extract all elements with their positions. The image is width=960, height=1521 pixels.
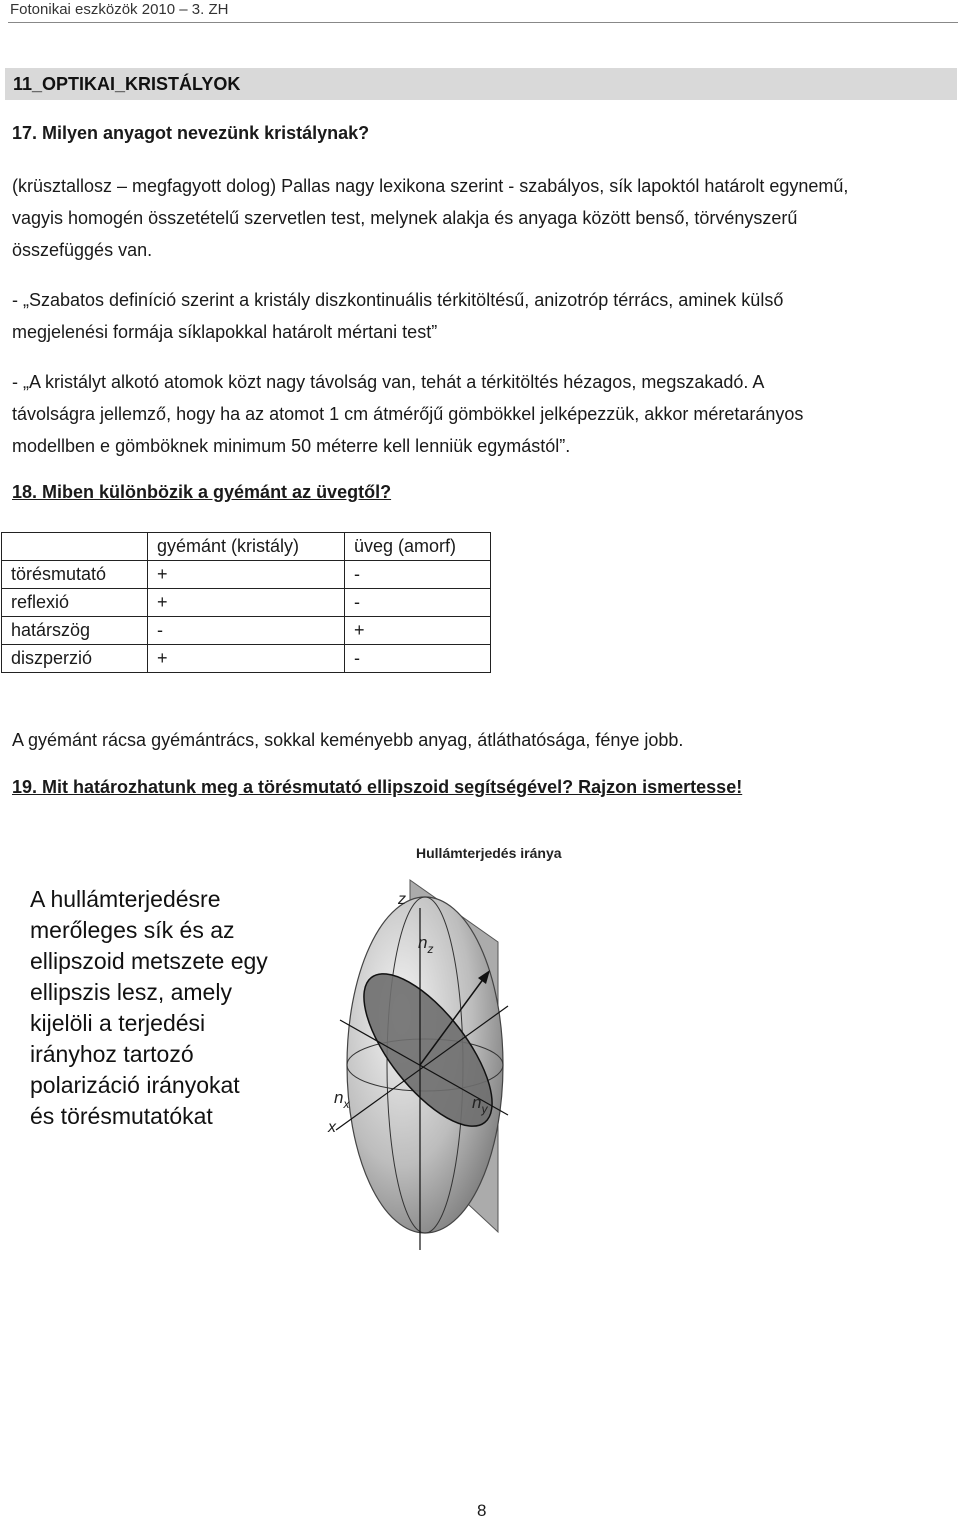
text-line: vagyis homogén összetételű szervetlen test, melynek alakja és anyaga között benső, törvényszerű <box>12 208 798 228</box>
figure-text-line: ellipszis lesz, amely <box>30 979 232 1005</box>
label-nx-main: n <box>334 1088 344 1107</box>
page-number: 8 <box>477 1501 487 1520</box>
figure-caption: Hullámterjedés iránya <box>416 845 562 861</box>
figure-text-line: merőleges sík és az <box>30 917 235 943</box>
table-cell: + <box>345 617 491 645</box>
figure-text-line: ellipszoid metszete egy <box>30 948 268 974</box>
table-cell: + <box>148 561 345 589</box>
table-cell: - <box>148 617 345 645</box>
text-line: modellben e gömböknek minimum 50 méterre kell lenniük egymástól”. <box>12 436 571 456</box>
table-row <box>2 589 491 617</box>
question-17-paragraph-2 <box>12 284 942 348</box>
comparison-table <box>1 532 491 673</box>
label-ny-sub: y <box>481 1102 488 1116</box>
label-nx-sub: x <box>343 1097 350 1111</box>
table-cell: határszög <box>2 617 148 645</box>
text-line: megjelenési formája síklapokkal határolt mértani test” <box>12 322 438 342</box>
figure-text-line: irányhoz tartozó <box>30 1041 194 1067</box>
table-row <box>2 617 491 645</box>
text-line: - „A kristályt alkotó atomok közt nagy távolság van, tehát a térkitöltés hézagos, megszakadó. A <box>12 372 765 392</box>
figure-text-line: kijelöli a terjedési <box>30 1010 206 1036</box>
question-17-title: 17. Milyen anyagot nevezünk kristálynak? <box>12 123 370 143</box>
figure-text-line: A hullámterjedésre <box>30 886 221 912</box>
table-header-cell: gyémánt (kristály) <box>148 533 345 561</box>
chapter-title: 11_OPTIKAI_KRISTÁLYOK <box>13 74 241 94</box>
chapter-heading-bar <box>5 68 957 100</box>
table-row <box>2 645 491 673</box>
table-cell: reflexió <box>2 589 148 617</box>
table-cell: törésmutató <box>2 561 148 589</box>
index-ellipsoid-diagram <box>300 860 540 1280</box>
axis-label-z: z <box>398 891 406 908</box>
table-header-cell <box>2 533 148 561</box>
question-18-summary: A gyémánt rácsa gyémántrács, sokkal keményebb anyag, átláthatósága, fénye jobb. <box>12 730 684 750</box>
table-cell: + <box>148 589 345 617</box>
question-18-title: 18. Miben különbözik a gyémánt az üvegtől? <box>12 482 392 502</box>
header-rule <box>8 22 958 23</box>
table-header-row <box>2 533 491 561</box>
label-nz-main: n <box>418 933 428 952</box>
table-cell: - <box>345 589 491 617</box>
label-ny-main: n <box>472 1093 482 1112</box>
table-cell: diszperzió <box>2 645 148 673</box>
table-cell: - <box>345 561 491 589</box>
text-line: - „Szabatos definíció szerint a kristály diszkontinuális térkitöltésű, anizotróp térrács, aminek külső <box>12 290 784 310</box>
question-19-title: 19. Mit határozhatunk meg a törésmutató ellipszoid segítségével? Rajzon ismertesse! <box>12 777 743 797</box>
table-cell: - <box>345 645 491 673</box>
figure-text-line: és törésmutatókat <box>30 1103 213 1129</box>
text-line: távolságra jellemző, hogy ha az atomot 1 cm átmérőjű gömbökkel jelképezzük, akkor méretarányos <box>12 404 804 424</box>
label-nz-sub: z <box>427 942 434 956</box>
table-header-cell: üveg (amorf) <box>345 533 491 561</box>
table-row <box>2 561 491 589</box>
text-line: (krüsztallosz – megfagyott dolog) Pallas nagy lexikona szerint - szabályos, sík lapoktól határolt egynemű, <box>12 176 849 196</box>
running-header: Fotonikai eszközök 2010 – 3. ZH <box>10 1 229 18</box>
question-17-paragraph-3 <box>12 366 942 462</box>
text-line: összefüggés van. <box>12 240 153 260</box>
question-17-paragraph-1 <box>12 170 942 266</box>
axis-label-x: x <box>328 1119 336 1136</box>
figure-text-line: polarizáció irányokat <box>30 1072 240 1098</box>
table-cell: + <box>148 645 345 673</box>
